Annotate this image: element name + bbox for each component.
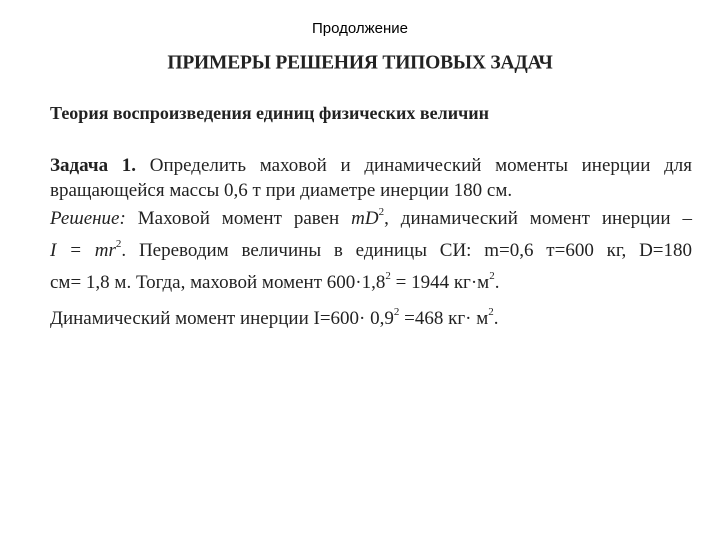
solution-text-1a: Маховой момент равен bbox=[137, 208, 340, 229]
formula-mD: $mD^2$ bbox=[351, 206, 385, 229]
solution-label: Решение: bbox=[50, 208, 126, 229]
solution-line-3: см= 1,8 м. Тогда, маховой момент $600\cdot 1,8^2 = 1944$ $кг\cdot м^2$. bbox=[50, 270, 500, 293]
slide-header: Продолжение bbox=[311, 20, 409, 37]
solution-text-2: . Переводим величины в единицы СИ: m=0,6 т=600 кг, D=180 bbox=[121, 240, 693, 261]
problem-line-1 bbox=[50, 155, 692, 177]
solution-line-4: Динамический момент инерции $I=600\cdot 0,9^2 =468$ $кг\cdot м^2$. bbox=[50, 306, 499, 329]
section-heading: ПРИМЕРЫ РЕШЕНИЯ ТИПОВЫХ ЗАДАЧ bbox=[167, 51, 553, 74]
formula-I-mr2: $I = mr^2$ bbox=[50, 238, 122, 261]
problem-line-2: вращающейся массы 0,6 т при диаметре инерции 180 см. bbox=[50, 180, 513, 201]
solution-line-2 bbox=[50, 240, 692, 262]
topic-subheading: Теория воспроизведения единиц физических величин bbox=[50, 103, 489, 123]
solution-text-1b: , динамический момент инерции – bbox=[384, 208, 693, 229]
solution-line-1 bbox=[50, 208, 692, 230]
problem-label: Задача 1. bbox=[50, 155, 137, 176]
problem-text-1: Определить маховой и динамический моменты инерции для bbox=[149, 155, 692, 176]
